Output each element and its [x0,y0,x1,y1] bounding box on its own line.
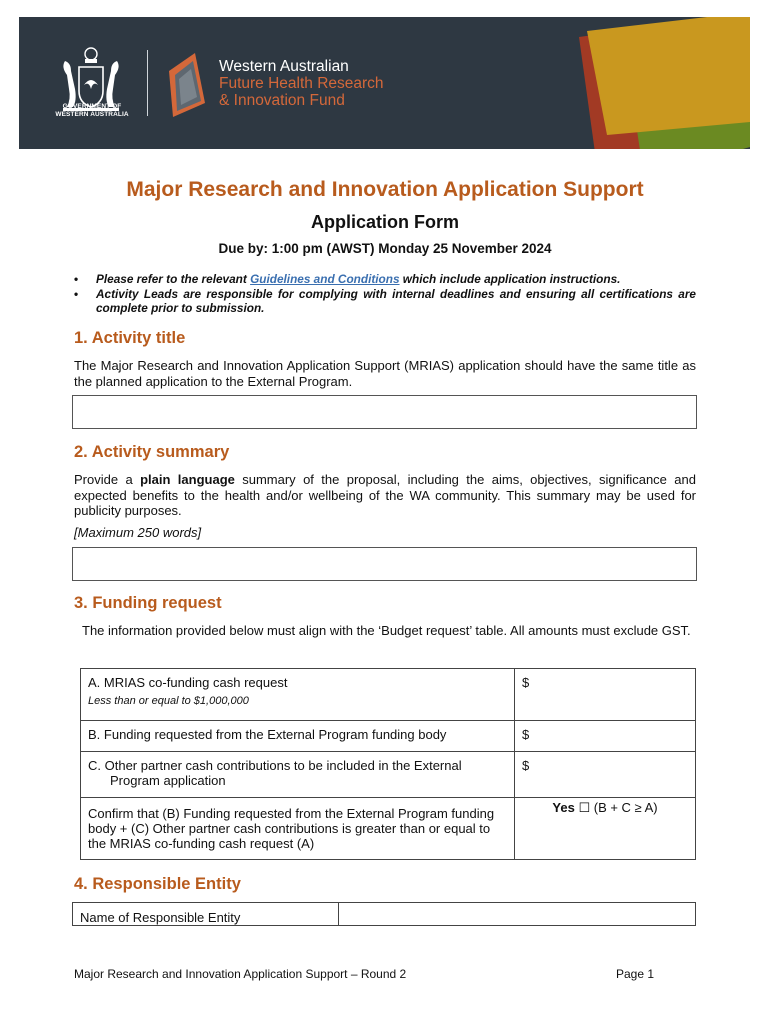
activity-title-input[interactable] [72,395,697,429]
section2-text [74,472,696,519]
section1-text: The Major Research and Innovation Application Support (MRIAS) application should have the same title as the planned application to the External Program. [74,358,696,389]
word-limit-note: [Maximum 250 words] [74,525,202,540]
fund-logo-icon [165,47,223,119]
bullet-responsibility-text: Activity Leads are responsible for complying with internal deadlines and ensuring all certifications are complete prior to submission. [96,286,696,315]
bullet-dot: • [74,286,79,301]
section2-text-post: summary of the proposal, including the aims, objectives, significance and expected benefits to the health and/or wellbeing of the WA community. This summary may be used for publicity purposes. [74,472,696,518]
footer-document-name: Major Research and Innovation Application Support – Round 2 [74,967,407,981]
section2-text-bold: plain language [140,472,235,487]
document-subtitle: Application Form [311,212,459,232]
section3-text: The information provided below must align with the ‘Budget request’ table. All amounts must exclude GST. [82,623,691,638]
document-title: Major Research and Innovation Application Support [126,178,644,201]
bullet-responsibility [74,287,696,316]
row-a-sublabel: Less than or equal to $1,000,000 [88,695,249,707]
crest-caption-line1: GOVERNMENT OF [62,103,122,110]
responsible-entity-table [72,902,696,926]
confirm-cell [515,798,696,860]
row-c-value-input[interactable]: $ [515,752,696,798]
row-b-value-input[interactable]: $ [515,721,696,752]
fund-name [219,58,384,109]
header-banner [19,17,750,149]
row-a-value-input[interactable]: $ [515,669,696,721]
responsible-entity-input[interactable] [339,903,696,926]
instruction-bullets [74,272,696,316]
guidelines-link[interactable]: Guidelines and Conditions [250,272,400,286]
section4-heading: 4. Responsible Entity [74,875,241,893]
table-row [73,903,696,926]
bullet-guidelines [74,272,696,287]
section2-heading: 2. Activity summary [74,443,230,461]
confirm-checkbox[interactable]: ☐ [578,800,591,815]
row-c-label-line1: C. Other partner cash contributions to be included in the External [88,758,462,773]
bullet-dot: • [74,272,79,286]
bullet-guidelines-text-pre: Please refer to the relevant [96,272,251,286]
row-a-label [81,669,515,721]
row-a-label-text: A. MRIAS co-funding cash request [88,675,288,690]
confirm-label: Confirm that (B) Funding requested from the External Program funding body + (C) Other partner cash contributions is greater than or equal to the MRIAS co-funding cash request (A) [81,798,515,860]
funding-table [80,668,696,860]
table-row [81,669,696,721]
due-date: Due by: 1:00 pm (AWST) Monday 25 November 2024 [218,241,552,256]
fund-name-line2: Future Health Research [219,75,384,92]
crest-caption [49,103,135,119]
table-row [81,721,696,752]
bullet-guidelines-text-post: which include application instructions. [399,272,621,286]
confirm-yes-label: Yes [552,800,575,815]
row-b-label: B. Funding requested from the External Program funding body [81,721,515,752]
crest-caption-line2: WESTERN AUSTRALIA [55,111,129,118]
table-row [81,752,696,798]
section3-heading: 3. Funding request [74,594,222,612]
activity-summary-input[interactable] [72,547,697,581]
section1-heading: 1. Activity title [74,329,186,347]
header-divider [147,50,148,116]
fund-name-line1: Western Australian [219,58,349,75]
table-row [81,798,696,860]
row-c-label [81,752,515,798]
fund-name-line3: & Innovation Fund [219,92,345,109]
section2-text-pre: Provide a [74,472,141,487]
confirm-formula: (B + C ≥ A) [593,800,658,815]
row-c-label-line2: Program application [110,773,226,788]
responsible-entity-label: Name of Responsible Entity [73,903,339,926]
footer-page-number: Page 1 [616,967,655,981]
